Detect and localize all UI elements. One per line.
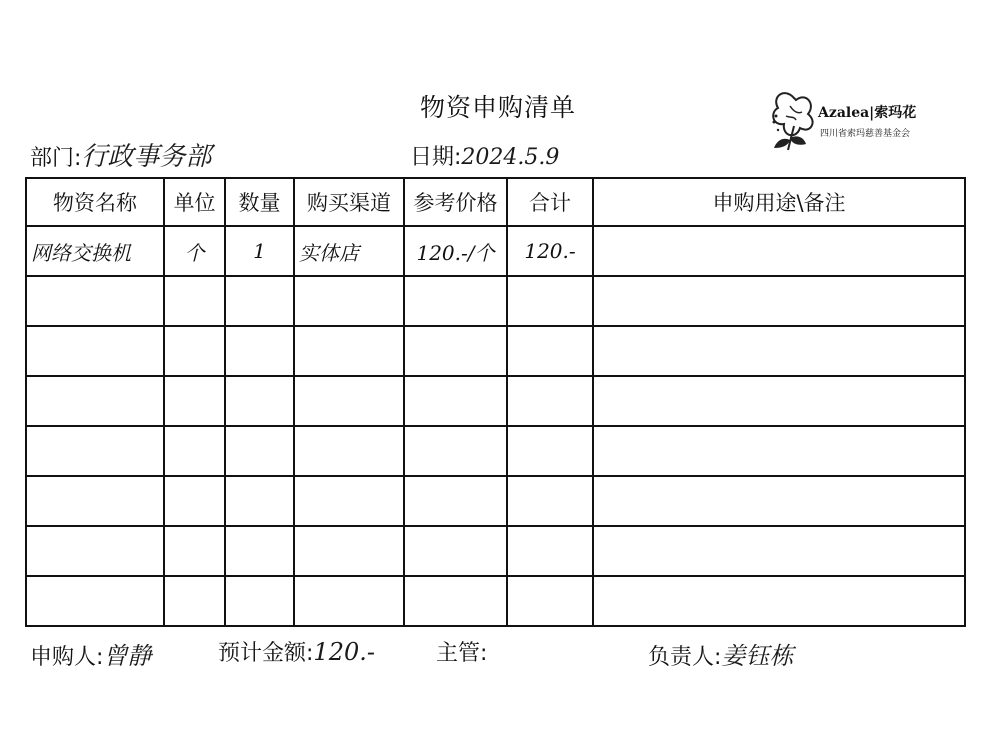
table-cell [164, 426, 225, 476]
table-cell: 个 [164, 226, 225, 276]
table-cell [294, 326, 404, 376]
table-cell [507, 576, 593, 626]
responsible-label: 负责人: [648, 645, 722, 670]
table-cell [26, 326, 164, 376]
table-cell [593, 276, 965, 326]
table-cell: 实体店 [294, 226, 404, 276]
table-cell: 1 [225, 226, 294, 276]
header-total: 合计 [507, 178, 593, 226]
table-cell [507, 276, 593, 326]
supervisor-field [436, 636, 487, 667]
table-cell [593, 426, 965, 476]
applicant-signature: 曾静 [103, 642, 152, 670]
estimate-label: 预计金额: [218, 641, 314, 666]
table-cell [225, 426, 294, 476]
table-row [26, 426, 965, 476]
table-cell [164, 326, 225, 376]
table-cell [294, 526, 404, 576]
table-cell [404, 276, 507, 326]
header-reference-price: 参考价格 [404, 178, 507, 226]
purchase-table [25, 177, 966, 627]
table-cell [294, 576, 404, 626]
table-cell [404, 326, 507, 376]
table-row [26, 526, 965, 576]
table-row [26, 226, 965, 276]
table-cell [593, 326, 965, 376]
table-cell [593, 526, 965, 576]
department-value: 行政事务部 [81, 142, 212, 172]
logo-foundation-text: 四川省索玛慈善基金会 [820, 129, 911, 139]
document-title: 物资申购清单 [420, 93, 577, 122]
estimate-field [218, 636, 375, 667]
table-cell [294, 376, 404, 426]
table-cell [404, 376, 507, 426]
header-purpose-remarks: 申购用途\备注 [593, 178, 965, 226]
department-label: 部门: [30, 146, 82, 171]
table-cell [507, 426, 593, 476]
table-cell [225, 326, 294, 376]
table-cell [593, 576, 965, 626]
table-cell [507, 376, 593, 426]
table-cell [164, 276, 225, 326]
table-cell [294, 276, 404, 326]
table-cell [404, 476, 507, 526]
table-cell [164, 476, 225, 526]
responsible-field [648, 636, 793, 671]
applicant-label: 申购人: [30, 645, 104, 670]
table-cell [225, 276, 294, 326]
table-cell [164, 376, 225, 426]
table-cell [404, 576, 507, 626]
table-cell [26, 526, 164, 576]
table-cell [507, 476, 593, 526]
table-cell [593, 226, 965, 276]
header-channel: 购买渠道 [294, 178, 404, 226]
header-quantity: 数量 [225, 178, 294, 226]
azalea-flower-icon [768, 86, 818, 156]
table-cell [404, 426, 507, 476]
responsible-signature: 姜钰栋 [721, 642, 794, 670]
table-cell [164, 526, 225, 576]
date-value: 2024.5.9 [461, 145, 560, 170]
table-row [26, 376, 965, 426]
table-cell [26, 276, 164, 326]
table-cell [26, 476, 164, 526]
table-row [26, 276, 965, 326]
table-cell [404, 526, 507, 576]
table-cell [294, 426, 404, 476]
table-cell [225, 376, 294, 426]
foundation-logo [768, 86, 968, 156]
table-cell: 网络交换机 [26, 226, 164, 276]
logo-brand-text: Azalea|索玛花 [818, 105, 917, 121]
table-cell [26, 376, 164, 426]
date-label: 日期: [410, 145, 462, 170]
table-row [26, 576, 965, 626]
table-cell [26, 426, 164, 476]
header-unit: 单位 [164, 178, 225, 226]
department-field [30, 136, 211, 173]
estimate-value: 120.- [313, 638, 375, 666]
date-field [410, 140, 559, 171]
table-cell [507, 526, 593, 576]
supervisor-label: 主管: [436, 641, 488, 666]
table-row [26, 326, 965, 376]
table-cell: 120.- [507, 226, 593, 276]
table-header-row [26, 178, 965, 226]
table-cell: 120.-/个 [404, 226, 507, 276]
table-cell [593, 376, 965, 426]
table-cell [225, 476, 294, 526]
header-item-name: 物资名称 [26, 178, 164, 226]
table-cell [507, 326, 593, 376]
table-cell [26, 576, 164, 626]
table-cell [225, 576, 294, 626]
table-cell [164, 576, 225, 626]
table-cell [225, 526, 294, 576]
applicant-field [30, 636, 151, 671]
table-row [26, 476, 965, 526]
table-cell [294, 476, 404, 526]
table-cell [593, 476, 965, 526]
